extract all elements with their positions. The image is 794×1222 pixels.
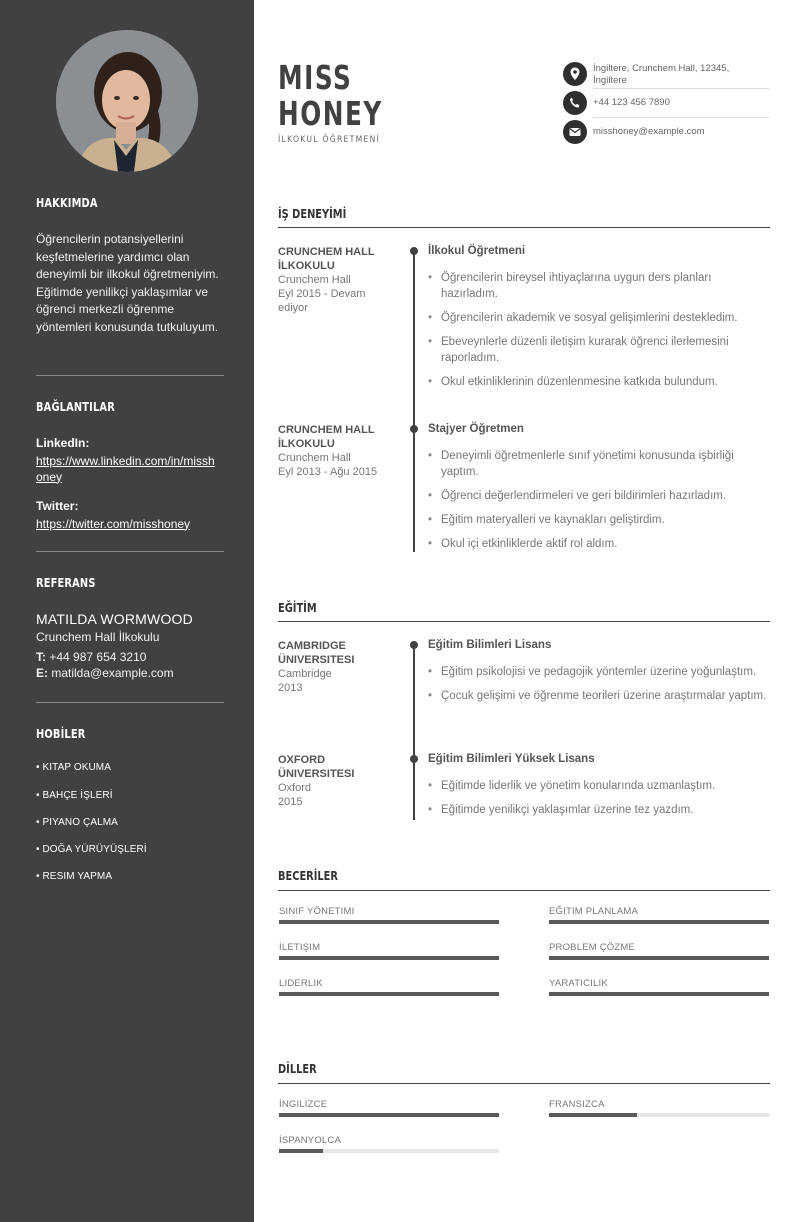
divider	[593, 117, 769, 118]
skill-bar	[549, 920, 769, 924]
timeline-dot	[410, 755, 418, 763]
experience-heading: İŞ DENEYİMİ	[278, 207, 347, 221]
timeline-line	[413, 252, 415, 552]
experience-org	[278, 245, 398, 315]
hobby-item: • RESIM YAPMA	[36, 871, 113, 882]
skill-bar-fill	[279, 992, 499, 996]
about-text: Öğrencilerin potansiyellerini keşfetmelerine yardımcı olan deneyimli bir ilkokul öğretmeniyim. Eğitimde yenilikçi yaklaşımlar ve öğrenci merkezli öğrenme yöntemleri konusunda tutkuluyum.	[36, 232, 219, 334]
job-bullets	[428, 270, 768, 398]
location-icon	[563, 62, 587, 86]
bullet-item: • Öğrencilerin akademik ve sosyal gelişimlerini destekledim.	[428, 310, 768, 326]
divider	[36, 702, 224, 703]
org-name: CAMBRIDGE ÜNIVERSITESI	[278, 640, 355, 666]
reference-email-value: matilda@example.com	[51, 666, 174, 680]
skill-bar	[549, 992, 769, 996]
skill-label: İLETIŞIM	[279, 942, 321, 953]
reference-name: MATILDA WORMWOOD	[36, 611, 193, 627]
skill-bar-fill	[279, 920, 499, 924]
org-dates: 2013	[278, 682, 303, 694]
skills-heading: BECERİLER	[278, 869, 338, 883]
org-location: Crunchem Hall	[278, 274, 351, 286]
contact-address: İngiltere, Crunchem Hall, 12345, İngiltere	[593, 63, 730, 86]
experience-org	[278, 423, 398, 479]
bullet-item: • Eğitimde liderlik ve yönetim konularında uzmanlaştım.	[428, 778, 768, 794]
education-org	[278, 639, 398, 695]
reference-email-label: E:	[36, 666, 48, 680]
bullet-item: • Deneyimli öğretmenlerle sınıf yönetimi konusunda işbirliği yaptım.	[428, 448, 768, 480]
org-dates: 2015	[278, 796, 303, 808]
language-bar-fill	[279, 1149, 323, 1153]
avatar	[56, 30, 198, 172]
skill-label: PROBLEM ÇÖZME	[549, 942, 635, 953]
education-org	[278, 753, 398, 809]
reference-phone-label: T:	[36, 650, 46, 664]
org-name: OXFORD ÜNIVERSITESI	[278, 754, 355, 780]
bullet-item: • Eğitim materyalleri ve kaynakları geliştirdim.	[428, 512, 768, 528]
bullet-item: • Öğrenci değerlendirmeleri ve geri bildirimleri hazırladım.	[428, 488, 768, 504]
degree-bullets	[428, 778, 768, 826]
timeline-dot	[410, 425, 418, 433]
timeline-dot	[410, 641, 418, 649]
hobbies-heading: HOBİLER	[36, 727, 86, 741]
linkedin-block	[36, 435, 220, 485]
job-bullets	[428, 448, 768, 560]
language-bar	[279, 1149, 499, 1153]
degree-title: Eğitim Bilimleri Yüksek Lisans	[428, 753, 595, 765]
reference-org: Crunchem Hall İlkokulu	[36, 630, 160, 644]
last-name: HONEY	[278, 94, 383, 133]
divider	[36, 551, 224, 552]
skill-bar-fill	[549, 920, 769, 924]
links-heading: BAĞLANTILAR	[36, 400, 115, 414]
skill-label: EĞITIM PLANLAMA	[549, 906, 639, 917]
org-dates: Eyl 2013 - Ağu 2015	[278, 466, 378, 478]
language-label: İNGILIZCE	[279, 1099, 328, 1110]
section-divider	[278, 890, 770, 891]
bullet-item: • Ebeveynlerle düzenli iletişim kurarak öğrenci ilerlemesini raporladım.	[428, 334, 768, 366]
org-location: Crunchem Hall	[278, 452, 351, 464]
bullet-item: • Okul etkinliklerinin düzenlenmesine katkıda bulundum.	[428, 374, 768, 390]
org-location: Oxford	[278, 782, 312, 794]
about-heading: HAKKIMDA	[36, 196, 98, 210]
skill-label: LIDERLIK	[279, 978, 323, 989]
language-bar-fill	[279, 1113, 499, 1117]
org-dates: Eyl 2015 - Devam ediyor	[278, 288, 366, 314]
linkedin-link[interactable]: https://www.linkedin.com/in/misshoney	[36, 453, 215, 484]
hobby-item: • KITAP OKUMA	[36, 762, 112, 773]
skill-bar	[549, 956, 769, 960]
section-divider	[278, 1083, 770, 1084]
language-bar	[549, 1113, 769, 1117]
language-label: FRANSIZCA	[549, 1099, 605, 1110]
timeline-line	[413, 646, 415, 820]
reference-phone-value: +44 987 654 3210	[49, 650, 147, 664]
twitter-block	[36, 498, 220, 532]
twitter-label: Twitter:	[36, 499, 79, 513]
first-name: MISS	[278, 58, 353, 97]
bullet-item: • Çocuk gelişimi ve öğrenme teorileri üzerine araştırmalar yaptım.	[428, 688, 768, 704]
skill-bar	[279, 956, 499, 960]
divider	[36, 375, 224, 376]
job-title: İlkokul Öğretmeni	[428, 245, 526, 257]
skill-bar	[279, 920, 499, 924]
bullet-item: • Okul içi etkinliklerde aktif rol aldım.	[428, 536, 768, 552]
email-icon	[563, 120, 587, 144]
twitter-link[interactable]: https://twitter.com/misshoney	[36, 516, 191, 531]
org-name: CRUNCHEM HALL İLKOKULU	[278, 424, 375, 450]
contact-email[interactable]: misshoney@example.com	[593, 126, 705, 137]
phone-icon	[563, 91, 587, 115]
portrait-photo	[56, 30, 198, 172]
reference-email	[36, 666, 174, 680]
languages-heading: DİLLER	[278, 1062, 317, 1076]
skill-label: YARATICILIK	[549, 978, 608, 989]
timeline-dot	[410, 247, 418, 255]
bullet-item: • Öğrencilerin bireysel ihtiyaçlarına uygun ders planları hazırladım.	[428, 270, 768, 302]
skill-bar-fill	[549, 992, 769, 996]
degree-bullets	[428, 664, 768, 712]
degree-title: Eğitim Bilimleri Lisans	[428, 639, 552, 651]
org-location: Cambridge	[278, 668, 332, 680]
bullet-item: • Eğitimde yenilikçi yaklaşımlar üzerine tez yazdım.	[428, 802, 768, 818]
divider	[593, 88, 769, 89]
sidebar	[0, 0, 254, 1222]
language-bar-fill	[549, 1113, 637, 1117]
hobby-item: • PIYANO ÇALMA	[36, 817, 118, 828]
education-heading: EĞİTİM	[278, 601, 317, 615]
hobby-item: • DOĞA YÜRÜYÜŞLERİ	[36, 844, 147, 855]
org-name: CRUNCHEM HALL İLKOKULU	[278, 246, 375, 272]
skill-bar	[279, 992, 499, 996]
section-divider	[278, 621, 770, 622]
reference-phone	[36, 650, 146, 664]
language-label: İSPANYOLCA	[279, 1135, 342, 1146]
bullet-item: • Eğitim psikolojisi ve pedagojik yöntemler üzerine yoğunlaştım.	[428, 664, 768, 680]
job-role: İLKOKUL ÖĞRETMENİ	[278, 135, 381, 145]
contact-phone: +44 123 456 7890	[593, 97, 670, 108]
skill-label: SINIF YÖNETIMI	[279, 906, 355, 917]
reference-heading: REFERANS	[36, 576, 96, 590]
hobby-item: • BAHÇE İŞLERİ	[36, 790, 113, 801]
section-divider	[278, 227, 770, 228]
job-title: Stajyer Öğretmen	[428, 423, 524, 435]
linkedin-label: LinkedIn:	[36, 436, 90, 450]
skill-bar-fill	[549, 956, 769, 960]
language-bar	[279, 1113, 499, 1117]
skill-bar-fill	[279, 956, 499, 960]
